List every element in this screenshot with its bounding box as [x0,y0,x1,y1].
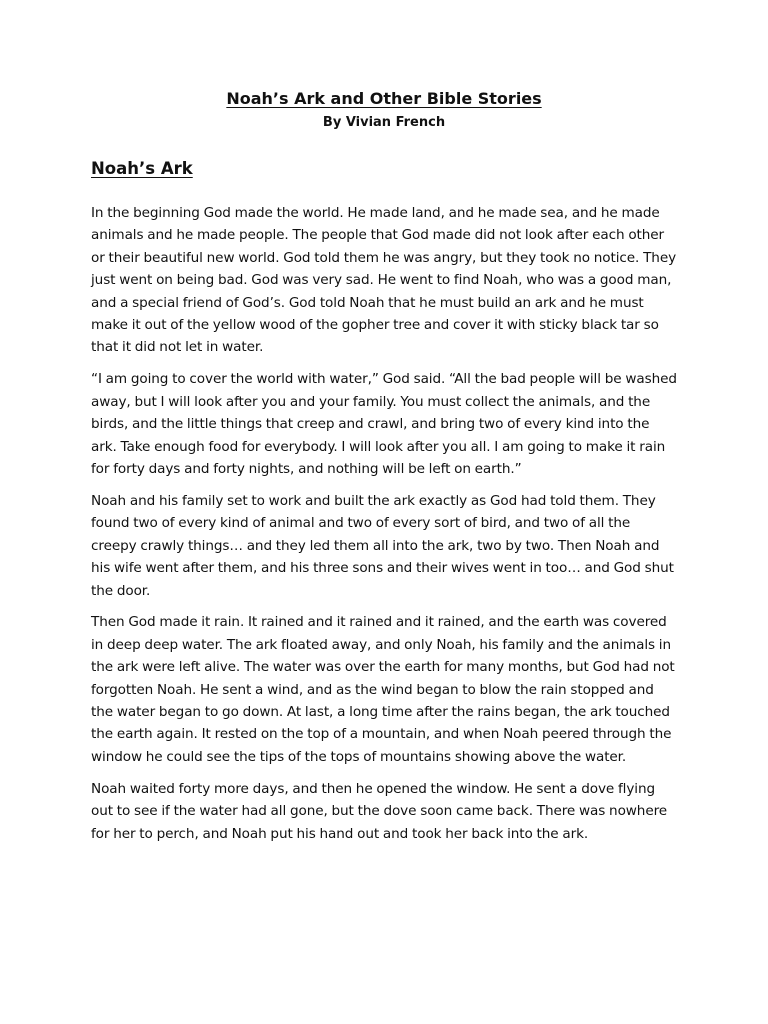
document-title: Noah’s Ark and Other Bible Stories [226,89,542,108]
section-heading: Noah’s Ark [91,159,193,178]
paragraph-3: Noah and his family set to work and built the ark exactly as God had told them. They found two of every kind of animal and two of every sort of bird, and two of all the creepy crawly things… and they led them all into the ark, two by two. Then Noah and his wife went after them, and his three sons and their wives went in too… and God shut the door. [91,492,674,599]
paragraph-2: “I am going to cover the world with water,” God said. “All the bad people will be washed away, but I will look after you and your family. You must collect the animals, and the birds, and the little things that creep and crawl, and bring two of every kind into the ark. Take enough food for everybody. I will look after you all. I am going to make it rain for forty days and forty nights, and nothing will be left on earth.” [91,371,677,477]
paragraph-5: Noah waited forty more days, and then he opened the window. He sent a dove flying out to see if the water had all gone, but the dove soon came back. There was nowhere for her to perch, and Noah put his hand out and took her back into the ark. [91,780,668,842]
story-body [91,202,677,854]
paragraph-4: Then God made it rain. It rained and it rained and it rained, and the earth was covered in deep deep water. The ark floated away, and only Noah, his family and the animals in the ark were left alive. The water was over the earth for many months, but God had not forgotten Noah. He sent a wind, and as the wind began to blow the rain stopped and the water began to go down. At last, a long time after the rains began, the ark touched the earth again. It rested on the top of a mountain, and when Noah peered through the window he could see the tips of the tops of mountains showing above the water. [91,614,675,765]
paragraph-1: In the beginning God made the world. He made land, and he made sea, and he made animals and he made people. The people that God made did not look after each other or their beautiful new world. God told them he was angry, but they took no notice. They just went on being bad. God was very sad. He went to find Noah, who was a good man, and a special friend of God’s. God told Noah that he must build an ark and he must make it out of the yellow wood of the gopher tree and cover it with sticky black tar so that it did not let in water. [91,205,677,356]
document-author: By Vivian French [322,115,446,130]
